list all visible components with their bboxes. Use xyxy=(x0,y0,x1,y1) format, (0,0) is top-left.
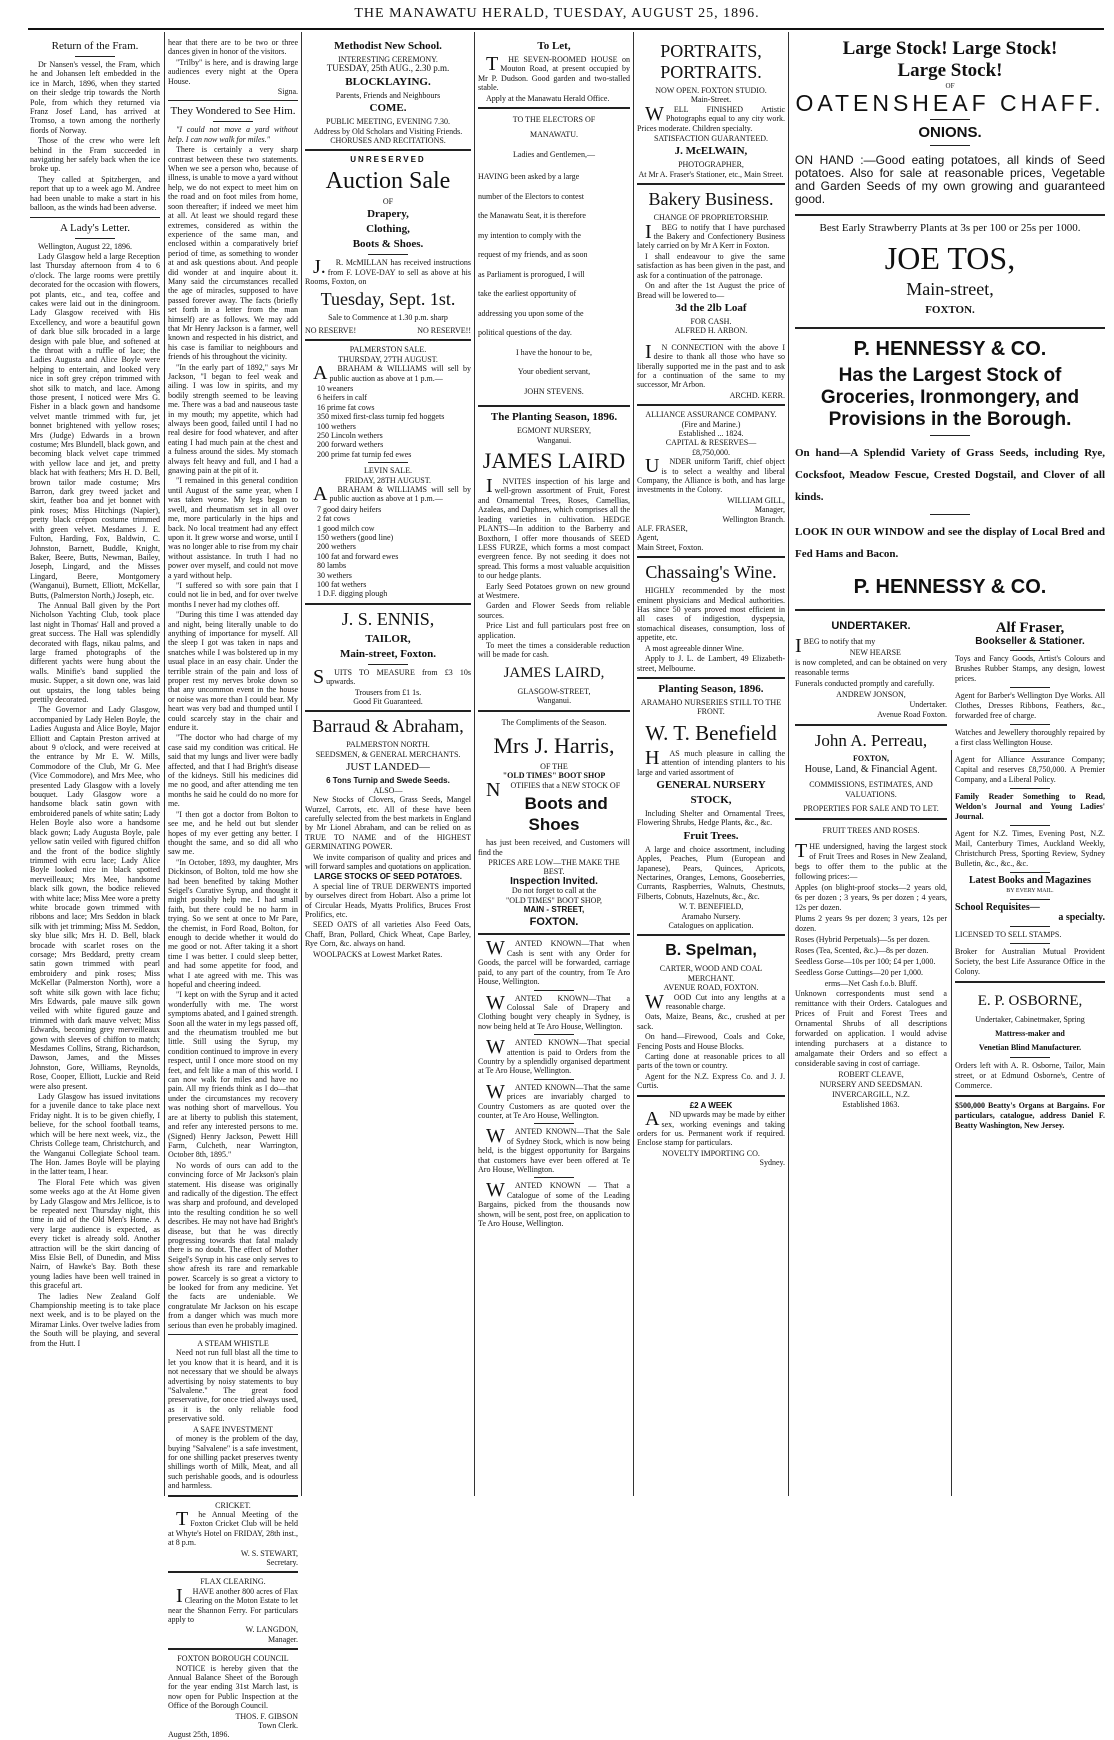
strawberry: Best Early Strawberry Plants at 3s per 100 or 25s per 1000. xyxy=(819,222,1081,234)
of: OF xyxy=(382,196,394,206)
electors-place: MANAWATU. xyxy=(529,130,579,140)
on-hand-paragraph: On hand—Firewood, Coals and Coke, Fencing Posts and House Blocks. xyxy=(637,1032,785,1051)
foxton: FOXTON. xyxy=(529,916,579,929)
lady-letter-paragraph: The ladies New Zealand Golf Championship meeting is to take place next week, and is to be played on the Miramar Links. Over twelve ladies from the South will be playing, and several from the Hutt. I xyxy=(30,1291,160,1348)
new-hearse: NEW HEARSE xyxy=(849,648,901,657)
lot-item: 200 prime fat turnip fed ewes xyxy=(317,449,412,459)
specialty: a specialty. xyxy=(1058,912,1105,923)
agent-express: Agent for the N.Z. Express Co. and J. J. Curtis. xyxy=(637,1071,785,1091)
hennessy-name: P. HENNESSY & CO. xyxy=(853,338,1047,360)
bookseller: Bookseller & Stationer. xyxy=(975,636,1085,647)
flax-paragraph: IHAVE another 800 acres of Flax Clearing on the Moton Estate to let near the Shannon Ferry. For particulars apply to xyxy=(168,1584,298,1624)
lady-letter-paragraph: The Annual Ball given by the Port Nicholson Yachting Club, took place last night in Thomas' Hall and proved a great success. The Hall was splendidly decorated with flags, nikau palms, and large framed photographs of the different yachts were hung about the walls. Minifie's band supplied the music. Supper, a sit down one, was laid out upstairs, the long tables being prettily decorated. xyxy=(30,600,160,704)
palmerston-sale: PALMERSTON SALE. xyxy=(349,345,427,355)
seedsmen: SEEDSMEN, & GENERAL MERCHANTS. xyxy=(315,749,461,759)
fruit-paragraph: A large and choice assortment, including Apples, Peaches, Plum (European and Japanese), Pears, Quinces, Apricots, Nectarines, Oranges, Lemons, Gooseberries, Currants, Raspberries, Walnuts, Chestnuts, Filberts, Cobnuts, Hazelnuts, &c., &c. xyxy=(637,844,785,901)
chassaing-title: Chassaing's Wine. xyxy=(645,562,777,583)
blocklaying: BLOCKLAYING. xyxy=(345,75,431,88)
latest-books: Latest Books and Magazines xyxy=(969,875,1091,886)
alf-fraser-name: Alf Fraser, xyxy=(995,620,1065,636)
egmont-place: Wanganui. xyxy=(536,435,572,445)
studio-street: Main-Street. xyxy=(690,95,732,105)
chassaing-paragraph: A most agreeable dinner Wine. xyxy=(645,643,744,653)
good-fit: Good Fit Guaranteed. xyxy=(353,697,423,707)
wondered-paragraph: "During this time I was attended day and night, being literally unable to do anything of importance for myself. All the sleep I got was taken in naps and snatches while I was bolstered up in my usual place in an easy chair. Under the terrible strain of the pain and loss of proper rest my nerves broke down so that any uncommon event in the house or noise was more than I could bear. My heart was very bad and thumped until I could scarcely stay in the chair and endure it. xyxy=(168,610,298,733)
planting-season: Planting Season, 1896. xyxy=(658,682,764,695)
turnip-seeds: 6 Tons Turnip and Swede Seeds. xyxy=(326,776,450,786)
column-ads-6 xyxy=(795,38,1105,1500)
joe-tos: JOE TOS, xyxy=(884,240,1016,276)
avenue: AVENUE ROAD, FOXTON. xyxy=(663,983,759,993)
laird-place: Wanganui. xyxy=(536,696,572,706)
kerr-signature: ARCHD. KERR. xyxy=(729,390,785,400)
lot-item: 250 Lincoln wethers xyxy=(317,430,383,440)
electors-line: request of my friends, and as soon xyxy=(478,250,588,260)
lady-letter-headline: A Lady's Letter. xyxy=(59,221,131,234)
electors-signature: JOHN STEVENS. xyxy=(524,386,584,396)
onions: ONIONS. xyxy=(918,124,982,141)
mcelwain: J. McELWAIN, xyxy=(674,145,748,158)
forget: Do not forget to call at the xyxy=(511,886,597,896)
sale-date: Tuesday, Sept. 1st. xyxy=(320,289,456,310)
prices-low: PRICES ARE LOW—THE MAKE THE BEST. xyxy=(488,858,620,877)
undertaker-paragraph: Funerals conducted promptly and carefully. xyxy=(795,679,935,688)
seed-paragraph: New Stocks of Clovers, Grass Seeds, Mangel Wurzel, Carrots, etc. All of these have been carefully selected from the best markets in England by Mr Lionel Abraham, and can be relied on as TRUE TO NAME and of the HIGHEST GERMINATING POWER. xyxy=(305,795,471,852)
lot-item: 2 fat cows xyxy=(317,514,350,524)
abraham-paragraph: ABRAHAM & WILLIAMS will sell by public auction as above at 1 p.m.— xyxy=(313,482,471,505)
right-subcolumn xyxy=(951,615,1105,1132)
main-street: MAIN - STREET, xyxy=(523,905,585,915)
electors-line: Your obedient servant, xyxy=(517,367,591,377)
trilby-paragraph: "Trilby" is here, and is drawing large audiences every night at the Opera House. xyxy=(168,57,298,86)
potatoes-paragraph: A special line of TRUE DERWENTS imported by ourselves direct from Hobart. Also a prime lot of Circular Heads, Myatts Prolifics, Bruces Frost Prolifics, etc. xyxy=(305,881,471,919)
boots-shoes: Boots and Shoes xyxy=(524,794,608,835)
harris-name: Mrs J. Harris, xyxy=(493,733,615,758)
salutation: Ladies and Gentlemen,— xyxy=(513,149,595,159)
broker-paragraph: Broker for Australian Mutual Provident Society, the best Life Assurance Office in the Colony. xyxy=(954,947,1105,976)
column-rule xyxy=(301,32,302,1496)
portraits: PORTRAITS, PORTRAITS. xyxy=(660,41,762,82)
wondered-paragraph: No words of ours can add to the convincing force of Mr Jackson's plain statement. His disease was originally and radically of the digestion. The effect was sharp and profound, and developed into the resulting condition he so well describes. He may not have had Bright's disease, but that he was directly progressing towards that fatal malady there is no doubt. The effect of Mother Seigel's Syrup in his case only serves to show afresh its rare and remarkable power. Scarcely is so great a victory to be looked for from any medicine. Yet the facts are undeniable. We congratulate Mr Jackson on his escape from a danger which was much more serious than even he probably imagined. xyxy=(168,1160,298,1330)
wondered-paragraph: "The doctor who had charge of my case said my condition was critical. He said that my lungs and liver were badly affected, and that I had Bright's disease of the kidneys. Still his medicines did me no good, and after attending me ten months he said he could do no more for me. xyxy=(168,733,298,809)
osborne-trade: Undertaker, Cabinetmaker, Spring xyxy=(975,1015,1085,1024)
cricket-role: Secretary. xyxy=(266,1557,298,1567)
loaf-price: 3d the 2lb Loaf xyxy=(675,301,747,314)
invite-paragraph: We invite comparison of quality and prices and will forward samples and quotations on application. xyxy=(305,852,471,871)
change-proprietor: CHANGE OF PROPRIETORSHIP. xyxy=(653,213,769,223)
column-rule xyxy=(164,32,165,1496)
wanted-paragraph: WANTED KNOWN—That the same prices are invariably charged to Country Customers as are quoted over the counter, at Te Aro House, Wellington. xyxy=(478,1080,630,1120)
lot-item: 7 good dairy heifers xyxy=(317,504,382,514)
undertaker-paragraph: is now completed, and can be obtained on very reasonable terms xyxy=(795,658,947,677)
laird-paragraph: INVITES inspection of his large and well-grown assortment of Fruit, Forest and Ornamental Trees, Roses, Camellias, Azaleas, and Daphnes, which comprises all the leading varieties in cultivation. HEDGE PLANTS—In addition to the Barberry and Boxthorn, I offer more thousands of SEED LESS FURZE, which forms a most compact evergreen fence. By not seeding it does not spread. This forms a most valuable acquisition to our hedge plants. xyxy=(478,475,630,581)
electors-line: addressing you upon some of the xyxy=(478,308,584,318)
barraud-address: PALMERSTON NORTH. xyxy=(346,740,430,750)
lady-letter-paragraph: The Floral Fete which was given some weeks ago at the At Home given by Lady Glasgow and Mrs Jellicoe, is to be repeated next Thursday night, this time in aid of the Old Men's Home. A very large audience is expected, as every ticket is already sold. Another attraction will be the skirt dancing of Miss Elsie Bell, of Dunedin, and Miss Nairn, of Hawke's Bay. Both these young ladies have been well trained in this graceful art. xyxy=(30,1177,160,1291)
alf-fraser: ALF. FRASER, xyxy=(637,524,688,534)
joe-foxton: FOXTON. xyxy=(925,304,975,316)
fruit-price: Roses (Tea, Scented, &c.)—8s per dozen. xyxy=(795,946,929,955)
safe-headline: A SAFE INVESTMENT xyxy=(192,1424,273,1434)
column-rule xyxy=(788,32,789,1496)
choruses: CHORUSES AND RECITATIONS. xyxy=(330,136,446,146)
trousers: Trousers from £1 1s. xyxy=(354,687,422,697)
capital: CAPITAL & RESERVES— xyxy=(665,438,757,448)
tolet-apply: Apply at the Manawatu Herald Office. xyxy=(486,93,610,103)
suits-paragraph: SUITS TO MEASURE from £3 10s upwards. xyxy=(313,665,471,688)
flax-headline: FLAX CLEARING. xyxy=(200,1577,266,1587)
palmerston-date: THURSDAY, 27TH AUGUST. xyxy=(338,354,438,364)
lot-item: 6 heifers in calf xyxy=(317,393,367,403)
fruit-trees: Fruit Trees. xyxy=(683,829,739,842)
column-news-2 xyxy=(168,38,298,1740)
notifies: NOTIFIES that a NEW STOCK OF xyxy=(486,778,621,801)
wondered-headline: They Wondered to See Him. xyxy=(170,105,296,118)
column-ads-4 xyxy=(478,38,630,1494)
wanted-paragraph: WANTED KNOWN — That a Catalogue of some of the Leading Bargains, picked from the thousands now shown, will be sent, post free, on application to Te Aro House, Wellington. xyxy=(478,1179,630,1229)
cricket-headline: CRICKET. xyxy=(215,1500,251,1510)
sale-time: Sale to Commence at 1.30 p.m. sharp xyxy=(328,313,448,323)
methodist-date: TUESDAY, 25th AUG., 2.30 p.m. xyxy=(326,63,450,74)
levin-date: FRIDAY, 28TH AUGUST. xyxy=(344,475,432,485)
perreau-name: John A. Perreau, xyxy=(814,731,928,750)
lot-item: 100 fat and forward ewes xyxy=(317,551,399,561)
cricket-signature: W. S. STEWART, xyxy=(240,1548,298,1558)
barber-paragraph: Agent for Barber's Wellington Dye Works. All Clothes, Dresses Ribbons, Feathers, &c., forwarded free of charge. xyxy=(954,691,1105,720)
benefield-name: W. T. Benefield xyxy=(645,720,777,745)
week-paragraph: AND upwards may be made by either sex, working evenings and taking orders for us. Permanent work if required. Enclose stamp for particulars. xyxy=(637,1108,785,1148)
jonson-address: Avenue Road Foxton. xyxy=(877,710,947,719)
fruit-price: Plums 2 years 9s per dozen; 3 years, 12s per dozen. xyxy=(795,914,947,933)
undertaker-title: UNDERTAKER. xyxy=(831,620,911,632)
wondered-paragraph: "I then got a doctor from Bolton to see me, and he held out but slender hopes of my ever getting any better. I thought the same, and so did all who saw me. xyxy=(168,809,298,857)
gill-place: Wellington Branch. xyxy=(722,514,785,524)
flax-signature: W. LANGDON, xyxy=(245,1625,298,1635)
flax-role: Manager. xyxy=(268,1634,298,1644)
large-stock: Large Stock! Large Stock! xyxy=(842,38,1058,59)
organs-paragraph: $500,000 Beatty's Organs at Bargains. For particulars, catalogue, address Daniel F. Beatty Washington, New Jersey. xyxy=(954,1101,1105,1130)
gill-signature: WILLIAM GILL, xyxy=(727,495,785,505)
laird-price: Price List and full particulars post free on application. xyxy=(478,621,630,640)
terms: erms—Net Cash f.o.b. Bluff. xyxy=(824,979,918,988)
council-date: August 25th, 1896. xyxy=(168,1730,230,1740)
fram-paragraph: Those of the crew who were left behind in the Fram succeeded in navigating her safely back when the ice broke up. xyxy=(30,136,160,174)
council-signature: THOS. F. GIBSON xyxy=(235,1711,298,1721)
perreau-place: FOXTON, xyxy=(852,754,890,763)
no-reserve-right: NO RESERVE!! xyxy=(417,325,471,335)
masthead-rule xyxy=(28,28,1104,30)
compliments: The Compliments of the Season. xyxy=(501,717,607,727)
finished-paragraph: WELL FINISHED Artistic Photographs equal to any city work. Prices moderate. Children specialty. xyxy=(637,102,785,133)
oatensheaf: OATENSHEAF CHAFF. xyxy=(795,90,1105,116)
fram-headline: Return of the Fram. xyxy=(51,40,139,52)
wondered-paragraph: "I kept on with the Syrup and it acted wonderfully with me. The worst symptoms abated, and I gained strength. Soon all the water in my legs passed off, and the rheumatism troubled me but little. Still using the Syrup, my condition continued to improve in every respect, until I once more stood on my feet, and felt like a man of this world. I can now walk for miles and have no pain. All my friends think as I do—that under the circumstances my recovery was nothing short of marvellous. You are at liberty to publish this statement, and refer any interested persons to me. (Signed) Henry Jackson, Pewett Hill Farm, Culcheth, near Warrington, October 8th, 1895." xyxy=(168,990,298,1160)
methodist-sub: INTERESTING CEREMONY. xyxy=(338,55,438,64)
fruit-price: Roses (Hybrid Perpetuals)—5s per dozen. xyxy=(795,935,930,944)
ennis-trade: TAILOR, xyxy=(365,632,411,645)
osborne-paragraph: Orders left with A. R. Osborne, Tailor, Main street, or at Edmund Osborne's, Centre of Commerce. xyxy=(954,1061,1105,1090)
invercargill: INVERCARGILL, N.Z. xyxy=(832,1090,910,1099)
old-times-2: "OLD TIMES" BOOT SHOP, xyxy=(505,895,603,905)
spelman-name: B. Spelman, xyxy=(665,942,757,960)
auction-sale: Auction Sale xyxy=(325,167,451,194)
lady-letter-dateline: Wellington, August 22, 1896. xyxy=(38,241,133,251)
just-landed: JUST LANDED— xyxy=(346,761,430,774)
planting-title: The Planting Season, 1896. xyxy=(490,411,618,424)
chassaing-apply: Apply to J. L. de Lambert, 49 Elizabeth-street, Melbourne. xyxy=(637,654,785,673)
wanted-paragraph: WANTED KNOWN—That special attention is paid to Orders from the Country by a splendidly organised department at Te Aro House, Wellington. xyxy=(478,1036,630,1076)
oats-paragraph: Oats, Maize, Beans, &c., crushed at per sack. xyxy=(637,1012,785,1031)
benefield-paragraph: HAS much pleasure in calling the attention of intending planters to his large and varied assortment of xyxy=(637,746,785,777)
fruit-price: Apples (on blight-proof stocks—2 years old, 6s per dozen ; 3 years, 9s per dozen ; 4 years, 12s per dozen. xyxy=(795,883,947,912)
nursery: NURSERY AND SEEDSMAN. xyxy=(819,1080,923,1089)
masthead: THE MANAWATU HERALD, TUESDAY, AUGUST 25, 1896. xyxy=(354,6,760,21)
toys-paragraph: Toys and Fancy Goods, Artist's Colours and Brushes Rubber Stamps, any design, lowest prices. xyxy=(954,654,1105,683)
egmont-nursery: EGMONT NURSERY, xyxy=(517,426,591,436)
lot-item: 16 prime fat cows xyxy=(317,402,375,412)
hennessy-name-2: P. HENNESSY & CO. xyxy=(853,576,1047,598)
lot-item: 100 fat wethers xyxy=(317,580,367,590)
novelty: NOVELTY IMPORTING CO. xyxy=(662,1148,760,1158)
inspection: Inspection Invited. xyxy=(510,875,598,887)
wood-paragraph: WOOD Cut into any lengths at a reasonable charge. xyxy=(645,990,785,1013)
licensed: LICENSED TO SELL STAMPS. xyxy=(954,930,1062,939)
fruit-paragraph: THE undersigned, having the largest stock of Fruit Trees and Roses in New Zealand, begs to offer them to the public at the following prices:— xyxy=(795,840,947,881)
parents: Parents, Friends and Neighbours xyxy=(335,90,441,100)
mcmillan-paragraph: J.R. McMILLAN has received instructions from F. LOVE-DAY to sell as above at his Rooms, Foxton, on xyxy=(305,256,471,287)
column-rule xyxy=(633,32,634,1496)
column-news-1 xyxy=(30,38,160,1494)
electors-line: HAVING been asked by a large xyxy=(478,172,580,182)
council-paragraph: NOTICE is hereby given that the Annual Balance Sheet of the Borough for the year ending 31st March last, is now open for Public Inspection at the Office of the Borough Council. xyxy=(168,1663,298,1711)
gill-role: Manager, xyxy=(754,505,785,515)
tolet-title: To Let, xyxy=(537,40,571,52)
sydney: Sydney. xyxy=(759,1158,785,1168)
stock: STOCK, xyxy=(690,793,732,806)
address: Address by Old Scholars and Visiting Friends. xyxy=(313,126,463,136)
letter-continued: hear that there are to be two or three dances given in honor of the visitors. xyxy=(168,38,298,57)
electors-line: I have the honour to be, xyxy=(516,347,592,357)
electors-line: as Parliament is prorogued, I will xyxy=(478,269,585,279)
grass-seeds: On hand—A Splendid Variety of Grass Seeds, including Rye, Cocksfoot, Meadow Fescue, Crested Dogstail, and Clover of all kinds. xyxy=(795,447,1105,503)
undertaker-paragraph: IBEG to notify that my xyxy=(795,635,876,657)
look-window: LOOK IN OUR WINDOW and see the display of Local Bred and Fed Hams and Bacon. xyxy=(795,526,1105,560)
electors-line: my intention to comply with the xyxy=(478,230,581,240)
jonson-role: Undertaker. xyxy=(909,700,947,709)
potatoes-title: LARGE STOCKS OF SEED POTATOES. xyxy=(314,872,462,882)
come: COME. xyxy=(369,102,407,115)
wondered-paragraph: "I remained in this general condition until August of the same year, when I was taken worse. My legs began to swell, and rheumatism set in all over me, more particularly in the hips and back. No local treatment had any effect upon it. It grew worse and worse, until I was no longer able to rise from my chair without assistance. In truth I had no power over myself, and could not move a yard without help. xyxy=(168,476,298,580)
school-requisites: School Requisites— xyxy=(954,902,1040,913)
cleave-established: Established 1863. xyxy=(842,1100,900,1109)
lot-item: 350 mixed first-class turnip fed hoggets xyxy=(317,412,445,422)
satisfaction: SATISFACTION GUARANTEED. xyxy=(653,134,769,144)
including: Including Shelter and Ornamental Trees, Flowering Shrubs, Hedge Plants, &c., &c. xyxy=(637,808,785,828)
fruit-price: Seedless Gorse Cuttings—20 per 1,000. xyxy=(795,968,923,977)
capital-amount: £8,750,000. xyxy=(692,447,730,457)
woolpacks-paragraph: WOOLPACKS at Lowest Market Rates. xyxy=(313,949,443,959)
kerr-paragraph: IN CONNECTION with the above I desire to thank all those who have so liberally supported me in the past and to ask for a continuation of the same to my successor, Mr Arbon. xyxy=(637,340,785,390)
venetian: Venetian Blind Manufacturer. xyxy=(978,1043,1082,1052)
fraser-address: Main Street, Foxton. xyxy=(637,542,704,552)
for-cash: FOR CASH. xyxy=(690,316,732,326)
lot-item: 10 weaners xyxy=(317,383,354,393)
fraser-stationer: At Mr A. Fraser's Stationer, etc., Main Street. xyxy=(638,169,784,179)
also: ALSO— xyxy=(373,785,403,795)
wondered-paragraph: "In the early part of 1892," says Mr Jackson, "I began to feel weak and ailing. I was low in spirits, and my bodily strength seemed to be leaving me. There was a bad and nauseous taste in my mouth; my appetite, which had always been good, failed until I had no real desire for food whatever, and after eating I had much pain at the chest and a fulness around the sides. My stomach always felt heavy and full, and I had a gnawing pain at the pit of it. xyxy=(168,362,298,476)
tolet-paragraph: THE SEVEN-ROOMED HOUSE on Mouton Road, at present occupied by Mr P. Dudson. Good garden and two-stalled stable. xyxy=(478,53,630,93)
laird-name: JAMES LAIRD xyxy=(482,448,626,474)
catalogues: Catalogues on application. xyxy=(668,921,754,930)
column-ads-5 xyxy=(637,38,785,1494)
general-nursery: GENERAL NURSERY xyxy=(656,778,766,791)
properties: PROPERTIES FOR SALE AND TO LET. xyxy=(803,804,939,813)
seed-oats-paragraph: SEED OATS of all varieties Also Feed Oats, Chaff, Bran, Pollard, Chick Wheat, Cape Barley, Rye Corn, &c. always on hand. xyxy=(305,920,471,949)
wondered-paragraph: "In October, 1893, my daughter, Mrs Dickinson, of Bolton, told me how she had been benefited by taking Mother Seigel's Curative Syrup, and thought it might possibly help me. I had small faith, but there could be no harm in trying. So we sent at once to Mr Pare, the chemist, in Ford Road, Bolton, for enough to decide whether it would do me good or not. After taking it a short time I was better. I could sleep better, and had some appetite for food, and what I ate agreed with me. This was hopeful and cheering indeed. xyxy=(168,857,298,989)
electors-line: take the earliest opportunity of xyxy=(478,289,577,299)
fram-paragraph: Dr Nansen's vessel, the Fram, which he and Johansen left embedded in the ice in March, 1896, when they started on their sledge trip towards the North Pole, from which they returned via Franz Josef Land, has arrived at Tromso, a town among the northerly fiords of Norway. xyxy=(30,60,160,135)
levin-sale: LEVIN SALE. xyxy=(364,466,412,476)
hennessy-largest: Has the Largest Stock of Groceries, Ironmongery, and Provisions in the Borough. xyxy=(820,365,1080,430)
large-stock-2: Large Stock! xyxy=(897,60,1003,81)
no-reserve-left: NO RESERVE! xyxy=(305,325,357,335)
wondered-paragraph: "I suffered so with sore pain that I could not lie in bed, and for over twelve months I never had my clothes off. xyxy=(168,580,298,609)
alliance-title: ALLIANCE ASSURANCE COMPANY. xyxy=(645,410,777,420)
watches-paragraph: Watches and Jewellery thoroughly repaired by a first class Wellington House. xyxy=(954,728,1105,747)
lot-item: 150 wethers (good line) xyxy=(317,533,394,542)
steam-headline: A STEAM WHISTLE xyxy=(197,1339,269,1349)
ennis-name: J. S. ENNIS, xyxy=(341,608,435,629)
steam-paragraph: Need not run full blast all the time to let you know that it is heard, and it is not necessary that we should be always advertising by noisy statements to buy "Salvalene." The great food preservative, for once tried always used, as it is the only reliable food preservative sold. xyxy=(168,1348,298,1424)
council-headline: FOXTON BOROUGH COUNCIL xyxy=(177,1654,289,1664)
signature: Signa. xyxy=(277,87,298,97)
laird-signature: JAMES LAIRD, xyxy=(503,664,605,681)
methodist-title: Methodist New School. xyxy=(334,40,442,52)
of-label: OF xyxy=(945,82,955,90)
commissions: COMMISSIONS, ESTIMATES, AND VALUATIONS. xyxy=(809,780,933,799)
lady-letter-paragraph: The Governor and Lady Glasgow, accompanied by Lady Helen Boyle, the Ladies Augusta and Alice Boyle, Major Elliott and Captain Preston arrived at about 9 o'clock, and were received at the entrance by Mr E. W. Mills, Commodore of the Club, Mr G. Mee (Vice Commodore), and Mrs Mee, who presented Lady Glasgow with a lovely bouquet. Lady Glasgow wore a handsome black satin gown with embroidered panels of white satin; Lady Helen Boyle also wore a handsome black gown; Lady Augusta Boyle, pale yellow satin veiled with figured chiffon and the front of the bodice slightly trimmed with ecru lace; Lady Alice Boyle looked nice in black spotted merveilleaux; Mrs Mee, handsome black silk gown, the bodice relieved with white lace; Miss Mee wore a pretty white brocade gown trimmed with ribbons and lace; Mrs Seddon in black silk with jet trimming; Miss M. Seddon, sky blue silk; Mrs H. D. Bell, black brocade with scarlet roses on the corsage; Mrs Beddard, pretty cream satin gown trimmed with pearl embroidery and pink roses; Miss McKellar (Palmerston North), wore a soft white silk gown with lace fichu; Mrs Edwards, pale mauve silk gown veiled with white figured gauze and trimmed with dark mauve velvet; Miss Edwards, becoming grey merveilleaux gown with sleeves of chiffon to match; Mesdames Collins, Strang, Richardson, Dawson, James, and the Misses Johnston, Gore, Williams, Reynolds, Rose, Cooper, Elliott, Luckie and Reid were also present. xyxy=(30,705,160,1091)
bakery-paragraph: IBEG to notify that I have purchased the Bakery and Confectionery Business lately carried on by Mr A Kerr in Foxton. xyxy=(637,220,785,251)
family-reader: Family Reader Something to Read, Weldon's Journal and Young Ladies' Journal. xyxy=(954,792,1105,821)
osborne-name: E. P. OSBORNE, xyxy=(977,993,1083,1009)
clothing: Clothing, xyxy=(366,223,410,236)
lot-item: 30 wethers xyxy=(317,570,352,580)
wanted-paragraph: WANTED KNOWN—That the Sale of Sydney Stock, which is now being held, is the biggest opportunity for Bargains that customers have ever been offered at Te Aro House, Wellington. xyxy=(478,1125,630,1174)
abraham-paragraph: ABRAHAM & WILLIAMS will sell by public auction as above at 1 p.m.— xyxy=(313,362,471,385)
lot-item: 1 good milch cow xyxy=(317,523,375,533)
wanted-paragraph: WANTED KNOWN—That a Colossal Sale of Drapery and Clothing bought very cheaply in Sydney, is now being held at Te Aro House, Wellington. xyxy=(478,991,630,1031)
levin-lots xyxy=(317,505,471,599)
ennis-address: Main-street, Foxton. xyxy=(339,647,437,660)
old-times: "OLD TIMES" BOOT SHOP xyxy=(502,771,606,781)
on-hand-paragraph: ON HAND :—Good eating potatoes, all kinds of Seed potatoes. Also for sale at reasonable prices, Vegetable and Garden Seeds of my own growing and guaranteed good. xyxy=(795,153,1105,206)
carting-paragraph: Carting done at reasonable prices to all parts of the town or country. xyxy=(637,1052,785,1071)
wondered-quote: "I could not move a yard without help. I can now walk for miles." xyxy=(168,125,298,144)
boots: Boots & Shoes. xyxy=(352,238,424,251)
alliance-paragraph: UNDER uniform Tariff, chief object is to select a wealthy and liberal Company, the Alliance is both, and has large investments in the Colony. xyxy=(637,455,785,495)
lot-item: 200 forward wethers xyxy=(317,440,384,450)
lot-item: 1 D.F. digging plough xyxy=(317,589,388,599)
bakery-title: Bakery Business. xyxy=(648,189,774,210)
house-land: House, Land, & Financial Agent. xyxy=(804,764,938,775)
now-open: NOW OPEN. FOXTON STUDIO. xyxy=(655,86,767,95)
fruit-title: FRUIT TREES AND ROSES. xyxy=(822,826,920,835)
left-subcolumn xyxy=(795,615,951,1132)
aramaho-nursery: Aramaho Nursery. xyxy=(681,911,741,921)
safe-paragraph: of money is the problem of the day, buying "Salvalene" is a safe investment, for one shilling packet preserves twenty shillings worth of Milk, Meat, and all such perishable goods, and is odourless and harmless. xyxy=(168,1434,298,1491)
drapery: Drapery, xyxy=(367,208,409,221)
mattress: Mattress-maker and xyxy=(995,1029,1065,1038)
of-the: OF THE xyxy=(540,762,568,771)
arbon-signature: ALFRED H. ARBON. xyxy=(674,326,748,336)
joe-street: Main-street, xyxy=(906,279,994,299)
column-rule xyxy=(474,32,475,1496)
received: has just been received, and Customers will find the xyxy=(478,838,630,857)
alliance-paragraph: Agent for Alliance Assurance Company; Capital and reserves £8,750,000. A Premier Company, and a Liberal Policy. xyxy=(954,755,1105,784)
electors-title: TO THE ELECTORS OF xyxy=(512,115,596,125)
lot-item: 200 wethers xyxy=(317,542,356,552)
every-mail: BY EVERY MAIL. xyxy=(1006,888,1054,894)
electors-line: number of the Electors to contest xyxy=(478,191,584,201)
fire-marine: (Fire and Marine.) xyxy=(681,419,741,429)
carter: CARTER, WOOD AND COAL MERCHANT. xyxy=(659,964,763,983)
fram-paragraph: They called at Spitzbergen, and report that up to a week ago M. Andree had been unable to make a start in his balloon, as the winds had been adverse. xyxy=(30,174,160,213)
public-meeting: PUBLIC MEETING, EVENING 7.30. xyxy=(326,117,450,127)
agent: Agent, xyxy=(637,533,659,543)
laird-potatoes: Early Seed Potatoes grown on new ground at Westmere. xyxy=(478,581,630,600)
photographer: PHOTOGRAPHER, xyxy=(678,160,744,170)
unknown-paragraph: Unknown correspondents must send a remittance with their Orders. Catalogues and Prices of Fruit and Forest Trees and Ornamental Shrubs of all descriptions forwarded on application. I would advise intending purchasers at a distance to amalgamate their Orders and so effect a considerable saving in cost of carriage. xyxy=(795,989,947,1068)
chassaing-paragraph: HIGHLY recommended by the most eminent physicians and Medical authorities. Has since 50 years proved most efficient in all cases of indigestion, dyspepsia, stomachical diseases, consumption, loss of appetite, etc. xyxy=(637,586,785,643)
lady-letter-paragraph: Lady Glasgow has issued invitations for a juvenile dance to take place next Friday night. It is to be given chiefly, I believe, for the school football teams, which will be here next week, viz., the Christs College team, Christchurch, and the Wanganui Collegiate School team. The Hon. James Boyle will be playing in the latter team, I hear. xyxy=(30,1092,160,1177)
week-title: £2 A WEEK xyxy=(689,1100,733,1110)
wondered-paragraph: There is certainly a very sharp contrast between these two statements. When we see a person who, because of illness, is unable to move a yard without help, we do not expect to meet him on the road and on foot miles from home, soon thereafter; if indeed we meet him at all. At least we should regard these extremes, considered as within the experience of the same man, and enclosed within a comparatively brief period of time, as something to wonder at and ask questions about. And people did wonder at and inquire about it. Many said the circumstances recalled the age of miracles, supposed to have passed forever away. The facts (briefly set forth in a letter from the man himself) are as follows. We may add that Mr Henry Jackson is a farmer, well known and respected in his district, and his case is familiar to neighbours and friends of his throughout the vicinity. xyxy=(168,145,298,362)
laird-reduction: To meet the times a considerable reduction will be made for cash. xyxy=(478,640,630,660)
lot-item: 100 wethers xyxy=(317,421,356,431)
electors-line: the Manawatu Seat, it is therefore xyxy=(478,211,586,221)
aramaho: ARAMAHO NURSERIES STILL TO THE FRONT. xyxy=(640,697,782,717)
bakery-paragraph: I shall endeavour to give the same satisfaction as has been given in the past, and ask for a continuation of the patronage. xyxy=(637,251,785,280)
lady-letter-paragraph: Lady Glasgow held a large Reception last Thursday afternoon from 4 to 6 o'clock. The large rooms were prettily decorated for the occasion with flowers, pot plants, etc., and tea, coffee and cakes were laid out in the diningroom. Lady Glasgow received with His Excellency, and wore a beautiful gown of dark blue silk brocaded in a large design with pale blue, and softened at the throat with a ruffle of lace; the Ladies Augusta and Alice Boyle were helping to entertain, and looked very nice in soft grey crépon trimmed with shot silk to match, and lace. Among those present, I noticed were Mrs G. Fisher in a black gown and handsome velvet mantle trimmed with fur, jet bonnet brightened with yellow roses; Mrs (Judge) Edwards in a brown costume; Mrs Blundell, black gown, and becoming black velvet cape trimmed with yellow lace and jet, and pretty black hat with feathers; Mrs H. D. Bell, brown tailor made costume; Mrs Barron, dark grey tweed jacket and skirt, feather boa and jet bonnet with pink roses; Miss Hitchings (Napier), pretty black crépon costume trimmed with green velvet. Mesdames J. E. Fulton, Harding, Fox, Baldwin, C. Johnston, Barnett, Buddle, Knight, Baker, Beere, Butts, Newman, Bailey, Joseph, Lingard, and the Misses Lingard, Beere, Montgomery (Wanganui), Burnett, Elliott, McKellar, Butts, (Palmerston North,) Joseph, etc. xyxy=(30,251,160,600)
unreserved: UNRESERVED xyxy=(350,155,426,165)
bakery-paragraph: On and after the 1st August the price of Bread will be lowered to— xyxy=(637,281,785,300)
palmerston-lots xyxy=(317,384,471,459)
established: Established ... 1824. xyxy=(678,428,744,438)
lot-item: 80 lambs xyxy=(317,561,347,571)
column-ads-3 xyxy=(305,38,471,1494)
papers-paragraph: Agent for N.Z. Times, Evening Post, N.Z. Mail, Canterbury Times, Auckland Weekly, Christchurch Press, Sporting Review, Sydney Bulletin, &c., &c., &c. xyxy=(954,829,1105,868)
cleave-name: ROBERT CLEAVE, xyxy=(838,1070,904,1079)
cricket-paragraph: The Annual Meeting of the Foxton Cricket Club will be held at Whyte's Hotel on FRIDAY, 28th inst., at 8 p.m. xyxy=(168,1507,298,1548)
laird-address: GLASGOW-STREET, xyxy=(517,686,591,696)
barraud-name: Barraud & Abraham, xyxy=(312,716,464,737)
electors-line: political questions of the day. xyxy=(478,328,572,338)
wanted-paragraph: WANTED KNOWN—That when Cash is sent with any Order for Goods, the parcel will be forwarded, carriage paid, to any part of the country, from Te Aro House, Wellington. xyxy=(478,937,630,987)
jonson-signature: ANDREW JONSON, xyxy=(836,690,906,699)
fruit-price: Seedless Gorse—10s per 100; £4 per 1,000. xyxy=(795,957,936,966)
council-role: Town Clerk. xyxy=(258,1721,298,1731)
laird-garden: Garden and Flower Seeds from reliable sources. xyxy=(478,601,630,620)
benefield-signature: W. T. BENEFIELD, xyxy=(678,902,744,912)
